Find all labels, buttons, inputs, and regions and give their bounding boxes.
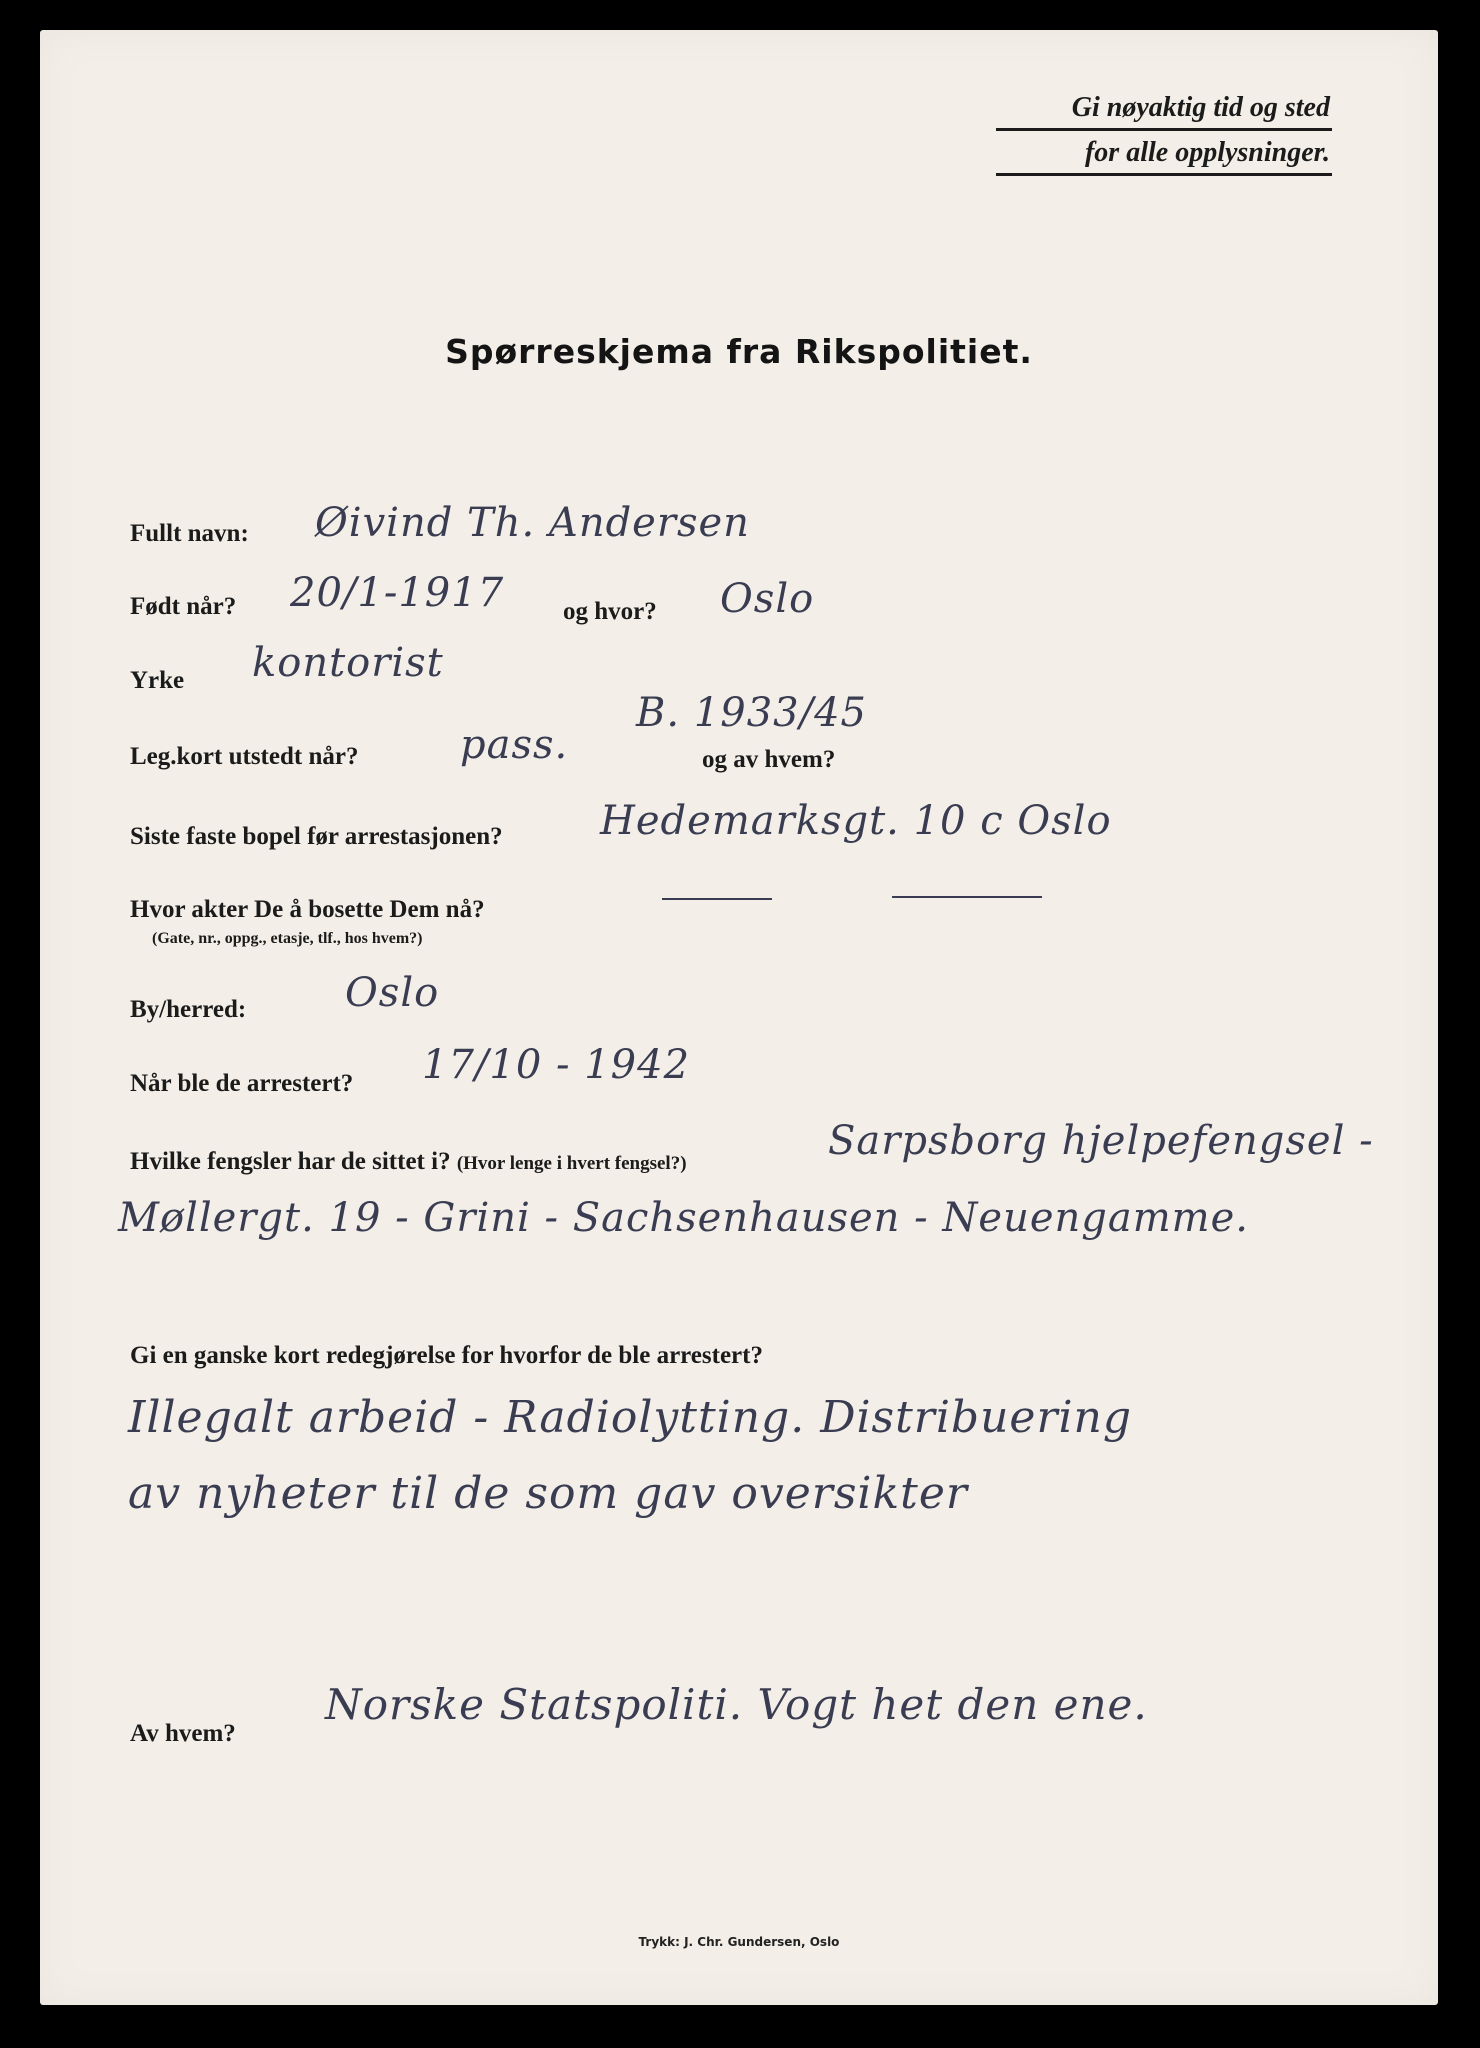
occupation-value: kontorist	[252, 640, 444, 686]
prisons-label	[130, 1148, 687, 1176]
prisons-value-line-1: Sarpsborg hjelpefengsel -	[828, 1118, 1374, 1164]
id-card-when-value: pass.	[460, 722, 569, 768]
settle-where-label: Hvor akter De å bosette Dem nå?	[130, 896, 485, 923]
arrested-when-label: Når ble de arrestert?	[130, 1070, 354, 1097]
settle-where-value	[720, 870, 807, 900]
last-address-label: Siste faste bopel før arrestasjonen?	[130, 823, 503, 850]
ditto-line-right	[892, 896, 1042, 898]
full-name-value: Øivind Th. Andersen	[315, 500, 750, 546]
occupation-label: Yrke	[130, 667, 185, 694]
town-value: Oslo	[345, 970, 440, 1016]
id-card-when-label: Leg.kort utstedt når?	[130, 743, 359, 770]
by-whom-value: Norske Statspoliti. Vogt het den ene.	[325, 1680, 1148, 1729]
full-name-label: Fullt navn:	[130, 520, 249, 547]
form-title: Spørreskjema fra Rikspolitiet.	[445, 332, 1033, 371]
header-note	[996, 86, 1332, 176]
header-note-line-1: Gi nøyaktig tid og sted	[996, 86, 1332, 131]
printer-imprint: Trykk: J. Chr. Gundersen, Oslo	[638, 1935, 840, 1949]
by-whom-label: Av hvem?	[130, 1720, 236, 1747]
prisons-sublabel: (Hvor lenge i hvert fengsel?)	[456, 1153, 687, 1174]
born-where-label: og hvor?	[563, 598, 657, 625]
prisons-label-main: Hvilke fengsler har de sittet i?	[130, 1148, 451, 1175]
reason-value-line-2: av nyheter til de som gav oversikter	[128, 1468, 968, 1519]
born-where-value: Oslo	[720, 576, 815, 622]
questionnaire-page	[40, 30, 1438, 2005]
born-when-label: Født når?	[130, 593, 237, 620]
reason-label: Gi en ganske kort redegjørelse for hvorfor de ble arrestert?	[130, 1342, 763, 1369]
prisons-value-line-2: Møllergt. 19 - Grini - Sachsenhausen - Neuengamme.	[118, 1195, 1249, 1241]
settle-where-sublabel: (Gate, nr., oppg., etasje, tlf., hos hvem?)	[152, 930, 423, 947]
town-label: By/herred:	[130, 996, 247, 1023]
born-when-value: 20/1-1917	[290, 570, 505, 616]
arrested-when-value: 17/10 - 1942	[422, 1042, 691, 1088]
reason-value-line-1: Illegalt arbeid - Radiolytting. Distribuering	[128, 1392, 1133, 1443]
id-card-by-label: og av hvem?	[702, 746, 836, 773]
id-card-by-value: B. 1933/45	[636, 690, 867, 736]
last-address-value: Hedemarksgt. 10 c Oslo	[600, 798, 1112, 844]
header-note-line-2: for alle opplysninger.	[996, 131, 1332, 176]
